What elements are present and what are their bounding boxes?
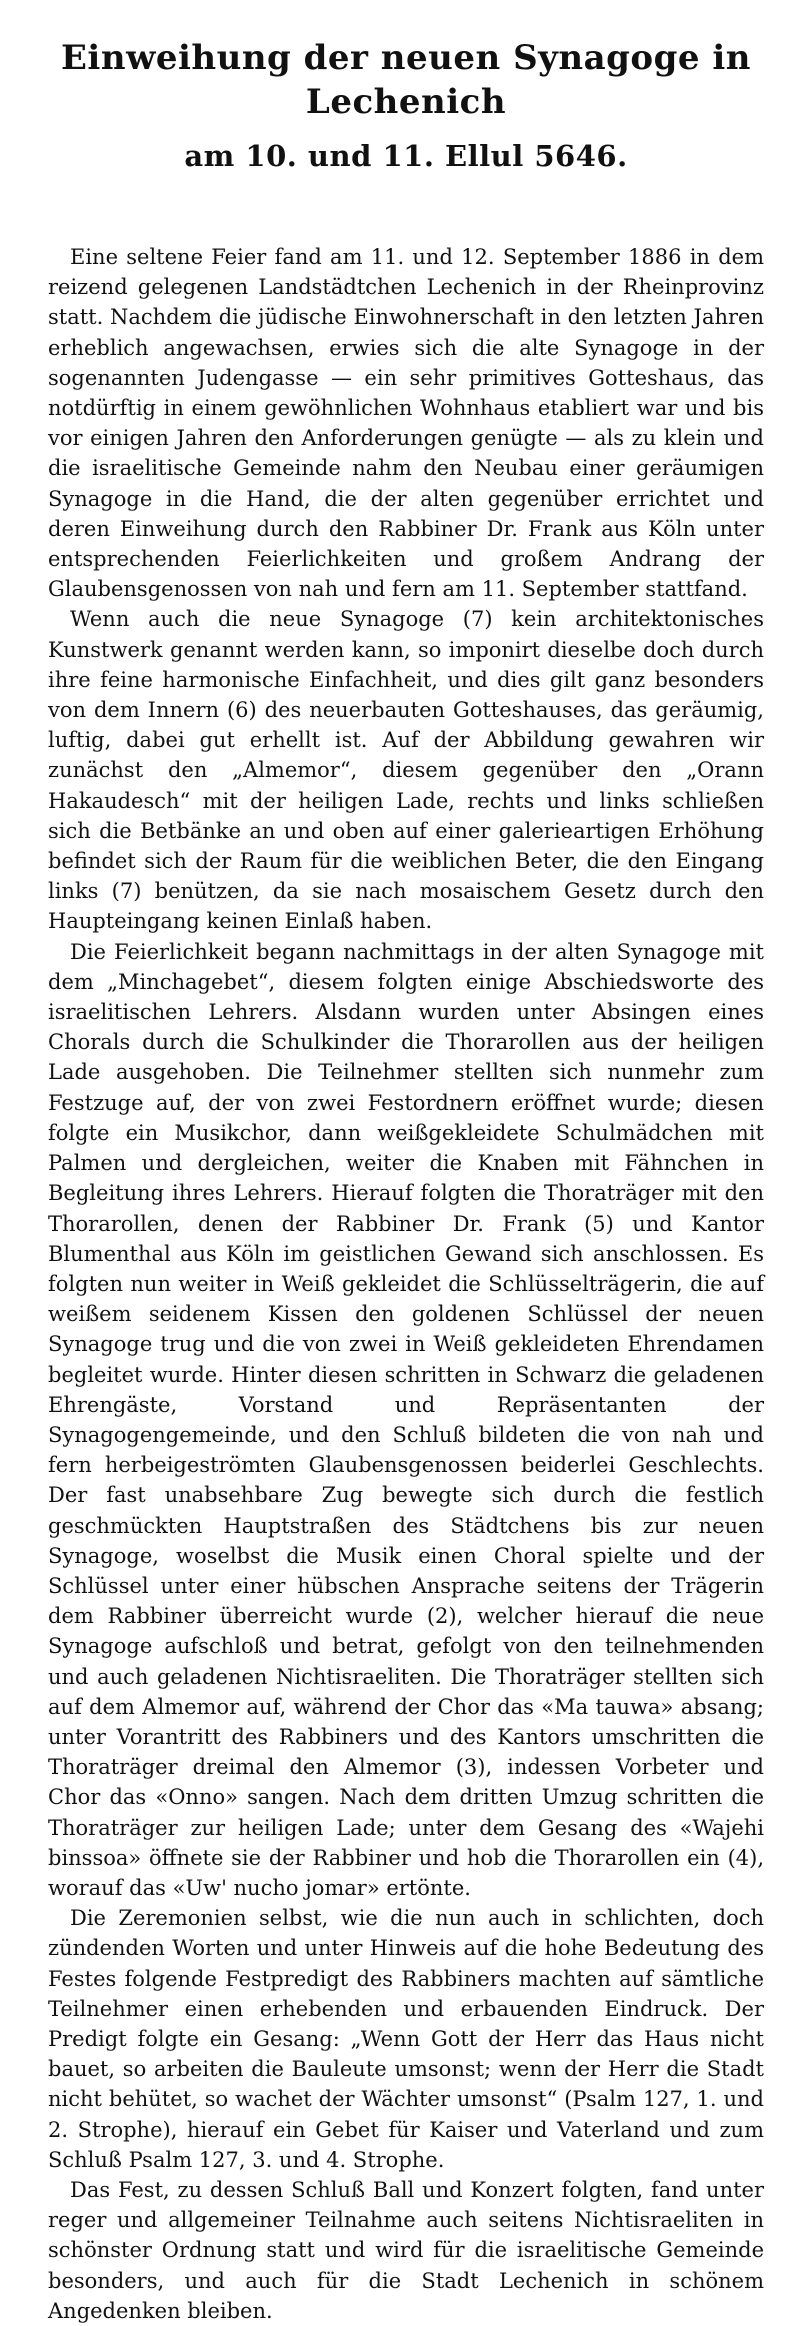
paragraph-5: Das Fest, zu dessen Schluß Ball und Konzert folgten, fand unter reger und allgemeiner Teilnahme auch seitens Nichtisraeliten in schönster Ordnung statt und wird für die israelitische Gemeinde besonders, und auch für die Stadt Lechenich in schönem Angedenken bleiben.: [48, 2178, 764, 2323]
paragraph-3: Die Feierlichkeit begann nachmittags in der alten Synagoge mit dem „Minchagebet“, diesem folgten einige Abschiedsworte des israelitischen Lehrers. Alsdann wurden unter Absingen eines Chorals durch die Schulkinder die Thorarollen aus der heiligen Lade ausgehoben. Die Teilnehmer stellten sich nunmehr zum Festzuge auf, der von zwei Festordnern eröffnet wurde; diesen folgte ein Musikchor, dann weißgekleidete Schulmädchen mit Palmen und dergleichen, weiter die Knaben mit Fähnchen in Begleitung ihres Lehrers. Hierauf folgten die Thoraträger mit den Thorarollen, denen der Rabbiner Dr. Frank (5) und Kantor Blumenthal aus Köln im geistlichen Gewand sich anschlossen. Es folgten nun weiter in Weiß gekleidet die Schlüsselträgerin, die auf weißem seidenem Kissen den goldenen Schlüssel der neuen Synagoge trug und die von zwei in Weiß gekleideten Ehrendamen begleitet wurde. Hinter diesen schritten in Schwarz die geladenen Ehrengäste, Vorstand und Repräsentanten der Synagogengemeinde, und den Schluß bildeten die von nah und fern herbeigeströmten Glaubensgenossen beiderlei Geschlechts. Der fast unabsehbare Zug bewegte sich durch die festlich geschmückten Hauptstraßen des Städtchens bis zur neuen Synagoge, woselbst die Musik einen Choral spielte und der Schlüssel unter einer hübschen Ansprache seitens der Trägerin dem Rabbiner überreicht wurde (2), welcher hierauf die neue Synagoge aufschloß und betrat, gefolgt von den teilnehmenden und auch geladenen Nichtisraeliten. Die Thoraträger stellten sich auf dem Almemor auf, während der Chor das «Ma tauwa» absang; unter Vorantritt des Rabbiners und des Kantors umschritten die Thoraträger dreimal den Almemor (3), indessen Vorbeter und Chor das «Onno» sangen. Nach dem dritten Umzug schritten die Thoraträger zur heiligen Lade; unter dem Gesang des «Wajehi binssoa» öffnete sie der Rabbiner und hob die Thorarollen ein (4), worauf das «Uw' nucho jomar» ertönte.: [48, 939, 764, 1900]
paragraph-1: Eine seltene Feier fand am 11. und 12. September 1886 in dem reizend gelegenen Landstädtchen Lechenich in der Rheinprovinz statt. Nachdem die jüdische Einwohnerschaft in den letzten Jahren erheblich angewachsen, erwies sich die alte Synagoge in der sogenannten Judengasse — ein sehr primitives Gotteshaus, das notdürftig in einem gewöhnlichen Wohnhaus etabliert war und bis vor einigen Jahren den Anforderungen genügte — als zu klein und die israelitische Gemeinde nahm den Neubau einer geräumigen Synagoge in die Hand, die der alten gegenüber errichtet und deren Einweihung durch den Rabbiner Dr. Frank aus Köln unter entsprechenden Feierlichkeiten und großem Andrang der Glaubensgenossen von nah und fern am 11. September stattfand.: [48, 245, 764, 602]
page-title: Einweihung der neuen Synagoge in Lechenich: [61, 38, 751, 122]
page-subtitle: am 10. und 11. Ellul 5646.: [184, 139, 628, 173]
paragraph-2: Wenn auch die neue Synagoge (7) kein architektonisches Kunstwerk genannt werden kann, so imponirt dieselbe doch durch ihre feine harmonische Einfachheit, und dies gilt ganz besonders von dem Innern (6) des neuerbauten Gotteshauses, das geräumig, luftig, dabei gut erhellt ist. Auf der Abbildung gewahren wir zunächst den „Almemor“, diesem gegenüber den „Orann Hakaudesch“ mit der heiligen Lade, rechts und links schließen sich die Betbänke an und oben auf einer galerieartigen Erhöhung befindet sich der Raum für die weiblichen Beter, die den Eingang links (7) benützen, da sie nach mosaischem Gesetz durch den Haupteingang keinen Einlaß haben.: [48, 607, 764, 934]
paragraph-4: Die Zeremonien selbst, wie die nun auch in schlichten, doch zündenden Worten und unter Hinweis auf die hohe Bedeutung des Festes folgende Festpredigt des Rabbiners machten auf sämtliche Teilnehmer einen erhebenden und erbauenden Eindruck. Der Predigt folgte ein Gesang: „Wenn Gott der Herr das Haus nicht bauet, so arbeiten die Bauleute umsonst; wenn der Herr die Stadt nicht behütet, so wachet der Wächter umsonst“ (Psalm 127, 1. und 2. Strophe), hierauf ein Gebet für Kaiser und Vaterland und zum Schluß Psalm 127, 3. und 4. Strophe.: [48, 1906, 764, 2172]
article-body: [48, 242, 764, 2326]
